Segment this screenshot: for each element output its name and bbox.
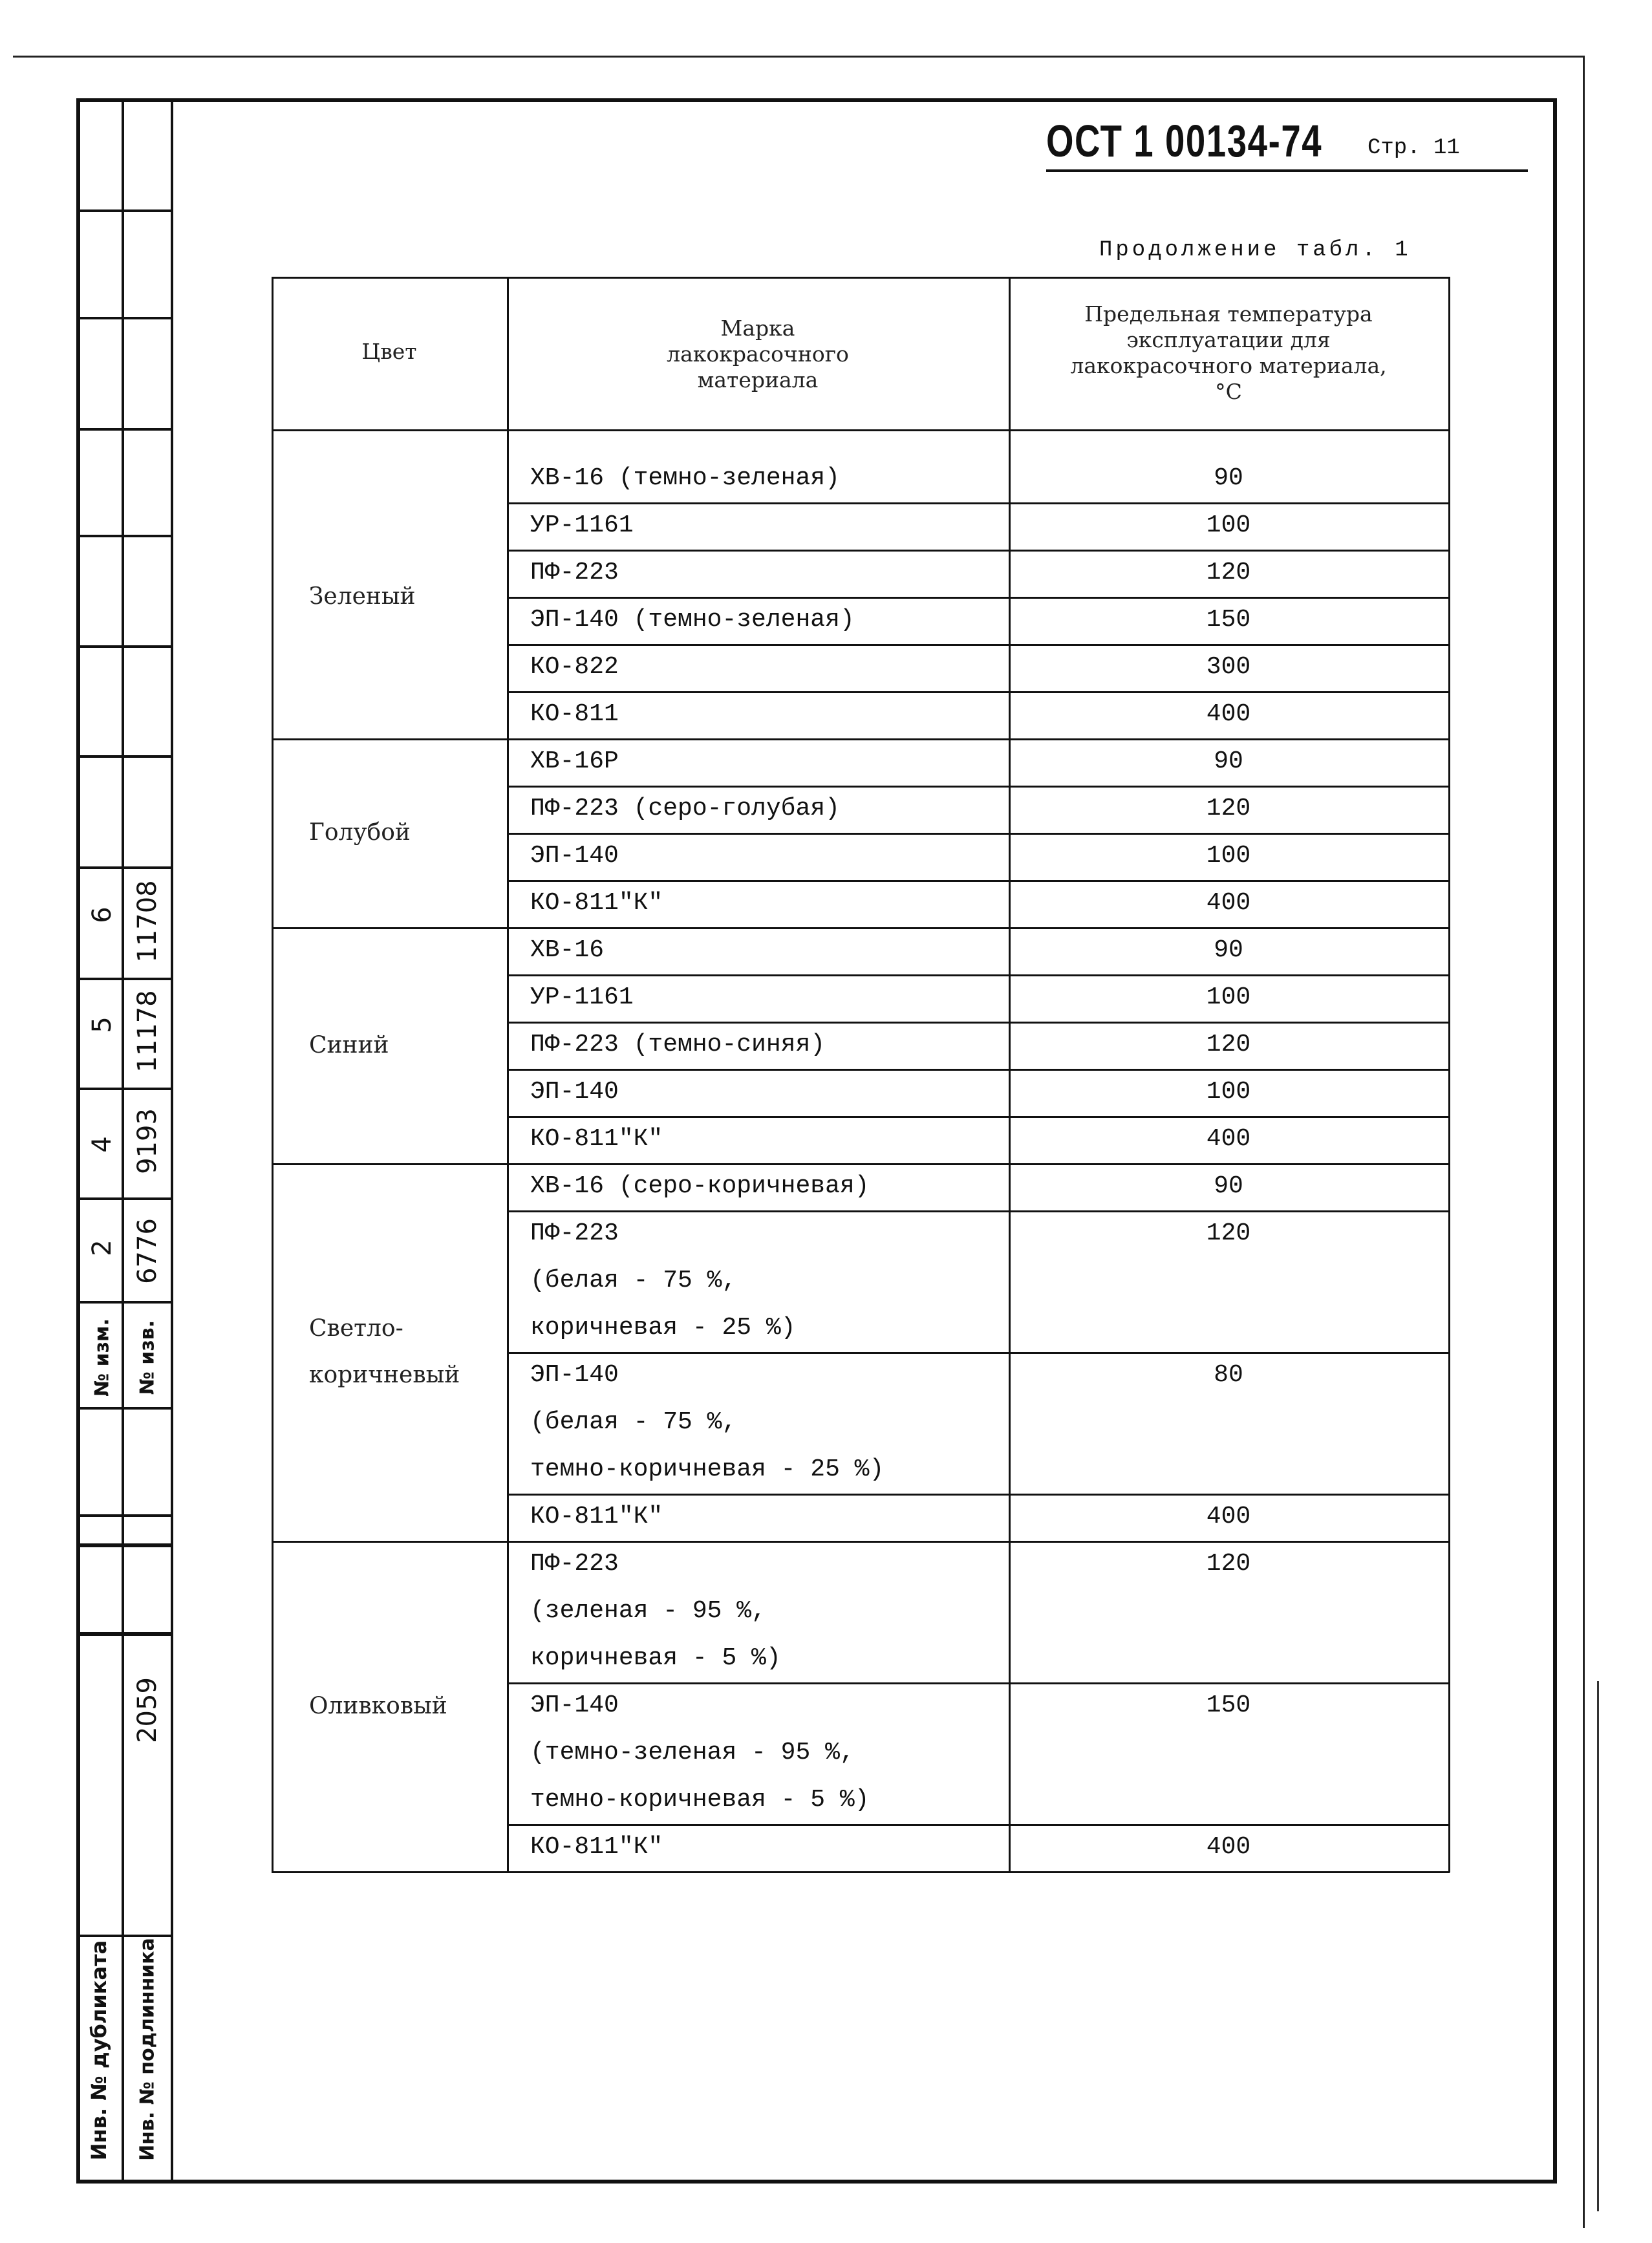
material-brand: УР-1161 <box>530 983 634 1011</box>
material-brand: КО-811"К" <box>530 889 663 917</box>
material-brand: ПФ-223 <box>530 559 619 586</box>
material-brand-detail: коричневая - 25 %) <box>530 1314 796 1342</box>
strip-row-line <box>76 535 173 537</box>
strip-row-line <box>76 209 173 212</box>
strip-row-line <box>76 645 173 648</box>
material-brand-detail: (темно-зеленая - 95 %, <box>530 1739 855 1766</box>
header-line: °С <box>1215 379 1242 404</box>
row-divider <box>507 1682 1450 1684</box>
max-temperature-value: 100 <box>1206 1078 1251 1106</box>
paint-material-table <box>272 277 1450 1873</box>
max-temperature-value: 120 <box>1206 1550 1251 1578</box>
material-brand: ХВ-16 (серо-коричневая) <box>530 1172 870 1200</box>
row-divider <box>507 1022 1450 1024</box>
material-brand-detail: (белая - 75 %, <box>530 1267 737 1294</box>
page-number: Стр. 11 <box>1368 136 1460 160</box>
page-top-edge <box>13 56 1584 58</box>
header-line: Предельная температура <box>1084 301 1373 327</box>
row-divider <box>507 1116 1450 1118</box>
material-brand: УР-1161 <box>530 511 634 539</box>
change-number: 2 <box>87 1240 117 1256</box>
strip-row-line <box>76 1632 173 1636</box>
table-left-border <box>272 277 274 1873</box>
material-brand-detail: коричневая - 5 %) <box>530 1644 781 1672</box>
row-divider <box>507 644 1450 646</box>
material-brand: ПФ-223 (серо-голубая) <box>530 795 840 822</box>
max-temperature-value: 80 <box>1214 1361 1243 1389</box>
row-divider <box>507 502 1450 504</box>
max-temperature-value: 90 <box>1214 1172 1243 1200</box>
strip-divider <box>122 98 124 2184</box>
color-group-label <box>309 1305 460 1399</box>
row-divider <box>507 1210 1450 1212</box>
max-temperature-value: 400 <box>1206 889 1251 917</box>
max-temperature-value: 120 <box>1206 559 1251 586</box>
header-line: эксплуатации для <box>1126 327 1331 352</box>
row-divider <box>507 880 1450 882</box>
column-header-brand <box>507 316 1009 393</box>
strip-row-line <box>76 428 173 431</box>
duplicate-inventory-label: Инв. № дубликата <box>87 1940 111 2161</box>
notice-number: 6776 <box>133 1218 162 1284</box>
strip-row-line <box>76 1514 173 1517</box>
document-code: ОСТ 1 00134-74 <box>1046 116 1323 166</box>
strip-row-line <box>76 866 173 869</box>
page-right-edge <box>1583 56 1585 2228</box>
notice-number-label: № изв. <box>136 1320 159 1395</box>
max-temperature-value: 120 <box>1206 1219 1251 1247</box>
max-temperature-value: 100 <box>1206 983 1251 1011</box>
color-group-label <box>309 810 411 856</box>
row-divider <box>507 974 1450 976</box>
material-brand: ЭП-140 (темно-зеленая) <box>530 606 855 634</box>
row-divider <box>507 691 1450 693</box>
material-brand-detail: (белая - 75 %, <box>530 1408 737 1436</box>
color-group-label <box>309 1683 447 1730</box>
max-temperature-value: 90 <box>1214 747 1243 775</box>
column-header-color: Цвет <box>361 339 417 364</box>
row-divider <box>272 927 1450 929</box>
material-brand: ЭП-140 <box>530 1691 619 1719</box>
strip-row-line <box>76 1543 173 1547</box>
row-divider <box>507 833 1450 835</box>
material-brand: ПФ-223 (темно-синяя) <box>530 1031 826 1058</box>
max-temperature-value: 400 <box>1206 1125 1251 1153</box>
color-group-label-line: Синий <box>309 1031 389 1058</box>
row-divider <box>507 1069 1450 1071</box>
color-group-label <box>309 574 416 620</box>
max-temperature-value: 400 <box>1206 700 1251 728</box>
material-brand: ПФ-223 <box>530 1219 619 1247</box>
header-line: лакокрасочного материала, <box>1070 353 1387 378</box>
material-brand: ХВ-16Р <box>530 747 619 775</box>
side-stamp-strip <box>76 98 173 2184</box>
max-temperature-value: 300 <box>1206 653 1251 681</box>
notice-number: 11708 <box>133 880 162 963</box>
row-divider <box>507 1494 1450 1496</box>
max-temperature-value: 90 <box>1214 936 1243 964</box>
notice-number: 11178 <box>133 990 162 1073</box>
material-brand: КО-811"К" <box>530 1833 663 1861</box>
material-brand: КО-811 <box>530 700 619 728</box>
table-header-bottom-border <box>272 429 1450 431</box>
color-group-label-line: Оливковый <box>309 1692 447 1719</box>
header-line: лакокрасочного <box>667 341 849 367</box>
color-group-label <box>309 1022 389 1069</box>
table-right-border <box>1448 277 1450 1873</box>
material-brand: ПФ-223 <box>530 1550 619 1578</box>
material-brand-detail: темно-коричневая - 25 %) <box>530 1455 885 1483</box>
table-column-divider <box>507 277 509 1873</box>
max-temperature-value: 120 <box>1206 1031 1251 1058</box>
material-brand-detail: темно-коричневая - 5 %) <box>530 1786 870 1814</box>
change-number-label: № изм. <box>91 1318 114 1397</box>
row-divider <box>272 1871 1450 1873</box>
material-brand: КО-811"К" <box>530 1125 663 1153</box>
color-group-label-line: Зеленый <box>309 583 416 610</box>
change-number: 4 <box>87 1136 117 1153</box>
color-group-label-line: Голубой <box>309 819 411 846</box>
material-brand: ХВ-16 <box>530 936 605 964</box>
column-header-temperature <box>1009 301 1448 405</box>
row-divider <box>507 786 1450 788</box>
max-temperature-value: 400 <box>1206 1833 1251 1861</box>
notice-number: 9193 <box>133 1108 162 1174</box>
original-inventory-label: Инв. № подлинника <box>136 1938 159 2161</box>
header-rule <box>1046 169 1528 172</box>
row-divider <box>272 1541 1450 1543</box>
max-temperature-value: 90 <box>1214 464 1243 492</box>
table-continuation-caption: Продолжение табл. 1 <box>1099 238 1411 263</box>
change-number: 6 <box>87 907 117 923</box>
material-brand: КО-822 <box>530 653 619 681</box>
row-divider <box>507 597 1450 599</box>
material-brand: ЭП-140 <box>530 1078 619 1106</box>
color-group-label-line: Светло- <box>309 1315 403 1342</box>
binder-edge-line <box>1597 1681 1599 2211</box>
material-brand: КО-811"К" <box>530 1503 663 1530</box>
max-temperature-value: 120 <box>1206 795 1251 822</box>
material-brand: ХВ-16 (темно-зеленая) <box>530 464 840 492</box>
material-brand-detail: (зеленая - 95 %, <box>530 1597 766 1625</box>
material-brand: ЭП-140 <box>530 1361 619 1389</box>
max-temperature-value: 150 <box>1206 606 1251 634</box>
change-number: 5 <box>87 1016 117 1033</box>
max-temperature-value: 400 <box>1206 1503 1251 1530</box>
table-top-border <box>272 277 1450 279</box>
row-divider <box>272 1163 1450 1165</box>
max-temperature-value: 150 <box>1206 1691 1251 1719</box>
max-temperature-value: 100 <box>1206 842 1251 870</box>
strip-divider <box>171 98 173 2184</box>
material-brand: ЭП-140 <box>530 842 619 870</box>
header-line: материала <box>697 367 819 392</box>
strip-row-line <box>76 755 173 758</box>
row-divider <box>507 1352 1450 1354</box>
max-temperature-value: 100 <box>1206 511 1251 539</box>
row-divider <box>507 1824 1450 1826</box>
row-divider <box>272 738 1450 740</box>
color-group-label-line: коричневый <box>309 1362 460 1388</box>
strip-row-line <box>76 317 173 319</box>
original-inventory-number: 2059 <box>133 1677 162 1743</box>
header-line: Марка <box>720 316 795 341</box>
row-divider <box>507 550 1450 552</box>
